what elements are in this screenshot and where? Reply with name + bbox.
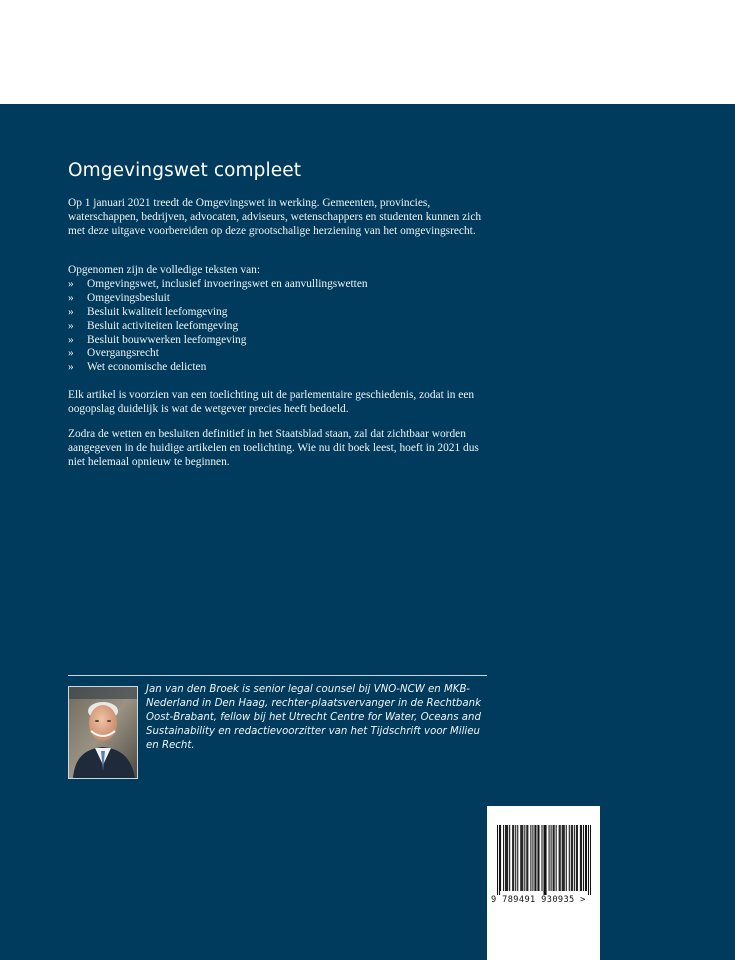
contents-list (68, 278, 493, 375)
list-item-label: Omgevingsbesluit (87, 291, 170, 304)
barcode-bar (524, 825, 525, 891)
barcode-bar (534, 825, 535, 891)
barcode-bar (554, 825, 555, 891)
barcode-bar (526, 825, 527, 891)
bullet-marker: » (68, 277, 74, 290)
bullet-marker: » (68, 305, 74, 318)
barcode-bar (571, 825, 572, 891)
barcode-bar (532, 825, 533, 891)
barcode-bar (530, 825, 531, 891)
barcode-bar (515, 825, 516, 891)
list-item-label: Wet economische delicten (87, 361, 207, 374)
list-item-label: Omgevingswet, inclusief invoeringswet en aanvullingswetten (87, 277, 368, 290)
barcode-bar (500, 825, 501, 891)
barcode-bar (507, 825, 508, 891)
barcode-bar (577, 825, 578, 891)
portrait-photo-icon (69, 687, 137, 778)
barcode-bar (512, 825, 513, 891)
barcode-bar (560, 825, 561, 891)
barcode-bar (588, 825, 589, 895)
barcode-icon (497, 825, 591, 895)
barcode-bar (585, 825, 586, 891)
barcode-bar (527, 825, 528, 891)
barcode-bar (509, 825, 510, 891)
barcode-bar (520, 825, 521, 891)
barcode-bar (517, 825, 518, 891)
list-item (68, 334, 493, 348)
barcode-bar (586, 825, 587, 891)
barcode-bar (549, 825, 550, 891)
section-divider (68, 675, 487, 676)
intro-paragraph: Op 1 januari 2021 treedt de Omgevingswet in werking. Gemeenten, provincies, waterschappen, bedrijven, advocaten, adviseurs, wetenschappers en studenten kunnen zich met deze uitgave voorbereiden op deze grootschalige herziening van het omgevingsrecht. (68, 197, 482, 237)
barcode-bar (546, 825, 547, 895)
bullet-marker: » (68, 291, 74, 304)
barcode-bar (538, 825, 539, 891)
barcode-bar (521, 825, 522, 891)
barcode-bar (572, 825, 573, 891)
bullet-marker: » (68, 333, 74, 346)
barcode-bar (543, 825, 544, 895)
barcode-bar (545, 825, 546, 895)
barcode-bar (503, 825, 504, 891)
barcode-bar (513, 825, 514, 891)
author-photo (68, 686, 138, 779)
annotation-paragraph: Elk artikel is voorzien van een toelichting uit de parlementaire geschiedenis, zodat in een oogopslag duidelijk is wat de wetgever precies heeft bedoeld. (68, 389, 475, 415)
author-bio: Jan van den Broek is senior legal counsel bij VNO-NCW en MKB-Nederland in Den Haag, rechter-plaatsvervanger in de Rechtbank Oost-Brabant, fellow bij het Utrecht Centre for Water, Oceans and Sustainability en redactievoorzitter van het Tijdschrift voor Milieu en Recht. (146, 684, 481, 752)
list-item-label: Besluit bouwwerken leefomgeving (87, 333, 247, 346)
barcode-bar (583, 825, 584, 891)
list-item (68, 292, 493, 306)
list-item-label: Besluit kwaliteit leefomgeving (87, 305, 228, 318)
barcode-bar (559, 825, 560, 891)
barcode-bar (562, 825, 563, 891)
barcode-bar (551, 825, 552, 891)
barcode-bar (581, 825, 582, 891)
barcode-bar (569, 825, 570, 891)
barcode-bar (499, 825, 500, 895)
barcode-bar (580, 825, 581, 891)
barcode-bar (506, 825, 507, 891)
list-item-label: Besluit activiteiten leefomgeving (87, 319, 239, 332)
bullet-marker: » (68, 319, 74, 332)
bullet-marker: » (68, 347, 74, 360)
barcode-bar (522, 825, 523, 891)
barcode-bar (563, 825, 564, 891)
list-item (68, 347, 493, 361)
isbn-barcode-area (487, 806, 600, 960)
barcode-bar (564, 825, 565, 891)
isbn-number: 9 789491 930935 > (491, 895, 586, 905)
barcode-bar (566, 825, 567, 891)
list-item-label: Overgangsrecht (87, 347, 159, 360)
barcode-bar (590, 825, 591, 895)
barcode-bar (556, 825, 557, 891)
update-paragraph: Zodra de wetten en besluiten definitief in het Staatsblad staan, zal dat zichtbaar worden aangegeven in de huidige artikelen en toelichting. Wie nu dit boek leest, hoeft in 2021 dus niet helemaal opnieuw te beginnen. (68, 428, 479, 468)
barcode-bar (553, 825, 554, 891)
barcode-bar (576, 825, 577, 891)
contents-list-block (68, 264, 493, 375)
barcode-bar (541, 825, 542, 891)
list-item (68, 320, 493, 334)
list-intro: Opgenomen zijn de volledige teksten van: (68, 264, 261, 276)
barcode-bar (505, 825, 506, 891)
list-item (68, 278, 493, 292)
barcode-bar (574, 825, 575, 891)
list-item (68, 361, 493, 375)
list-item (68, 306, 493, 320)
barcode-bar (535, 825, 536, 891)
book-title: Omgevingswet compleet (68, 160, 302, 181)
barcode-bar (497, 825, 498, 895)
barcode-bar (537, 825, 538, 891)
bullet-marker: » (68, 361, 74, 374)
